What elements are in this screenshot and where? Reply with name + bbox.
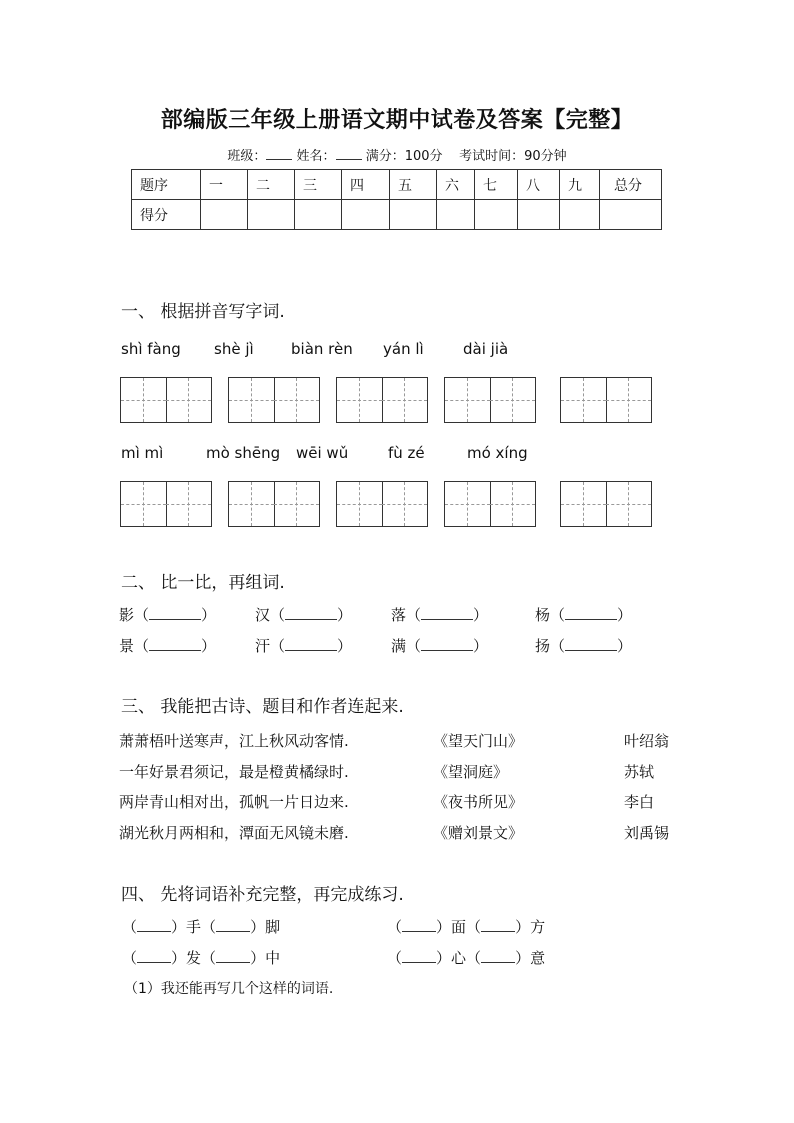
- answer-blank[interactable]: [421, 636, 473, 651]
- score-cell[interactable]: [295, 200, 342, 230]
- idiom-char: 面: [451, 918, 467, 936]
- name-blank[interactable]: [336, 147, 362, 160]
- score-header-cell: 九: [560, 170, 600, 200]
- answer-blank[interactable]: [216, 917, 250, 932]
- close-paren: ）: [171, 918, 187, 936]
- answer-blank[interactable]: [285, 636, 337, 651]
- answer-blank[interactable]: [216, 948, 250, 963]
- poem-title[interactable]: 《望洞庭》: [433, 763, 509, 781]
- pinyin: mò shēng: [206, 444, 281, 462]
- name-label: 姓名：: [296, 149, 336, 164]
- word-pair: [255, 635, 352, 656]
- open-paren: （: [122, 949, 138, 967]
- pinyin: fù zé: [388, 444, 425, 462]
- answer-blank[interactable]: [402, 917, 436, 932]
- score-header-cell: 二: [248, 170, 295, 200]
- open-paren: （: [201, 918, 217, 936]
- score-cell[interactable]: [600, 200, 662, 230]
- open-paren: （: [466, 949, 482, 967]
- section-1-heading: 一、 根据拼音写字词.: [121, 302, 285, 322]
- answer-blank[interactable]: [285, 605, 337, 620]
- idiom-fill: [387, 947, 545, 968]
- word-pair: [119, 635, 216, 656]
- score-header-cell: 七: [475, 170, 518, 200]
- score-table: [131, 169, 662, 230]
- idiom-char: 方: [530, 918, 546, 936]
- page-title: 部编版三年级上册语文期中试卷及答案【完整】: [160, 107, 634, 133]
- poem-title[interactable]: 《夜书所见》: [433, 793, 524, 811]
- char-prompt: 落（: [391, 606, 422, 624]
- writing-grid[interactable]: [560, 481, 652, 527]
- char-prompt: 杨（: [535, 606, 566, 624]
- writing-grid[interactable]: [336, 481, 428, 527]
- idiom-char: 发: [186, 949, 202, 967]
- char-prompt: 扬（: [535, 637, 566, 655]
- writing-grid[interactable]: [444, 481, 536, 527]
- close-paren: ）: [337, 637, 353, 655]
- score-cell[interactable]: [560, 200, 600, 230]
- class-blank[interactable]: [266, 147, 292, 160]
- score-header-cell: 题序: [132, 170, 201, 200]
- answer-blank[interactable]: [421, 605, 473, 620]
- open-paren: （: [122, 918, 138, 936]
- score-header-cell: 总分: [600, 170, 662, 200]
- score-header-cell: 一: [201, 170, 248, 200]
- idiom-char: 手: [186, 918, 202, 936]
- poem-author[interactable]: 李白: [624, 793, 655, 811]
- score-cell[interactable]: [342, 200, 390, 230]
- score-cell[interactable]: [248, 200, 295, 230]
- poem-title[interactable]: 《赠刘景文》: [433, 824, 524, 842]
- close-paren: ）: [171, 949, 187, 967]
- writing-grid[interactable]: [120, 377, 212, 423]
- close-paren: ）: [337, 606, 353, 624]
- answer-blank[interactable]: [149, 636, 201, 651]
- idiom-fill: [122, 916, 280, 937]
- char-prompt: 景（: [119, 637, 150, 655]
- close-paren: ）: [515, 949, 531, 967]
- writing-grid[interactable]: [120, 481, 212, 527]
- answer-blank[interactable]: [137, 917, 171, 932]
- pinyin: mì mì: [121, 444, 164, 462]
- close-paren: ）: [436, 949, 452, 967]
- close-paren: ）: [250, 949, 266, 967]
- pinyin: yán lì: [383, 340, 424, 358]
- writing-grid[interactable]: [228, 481, 320, 527]
- pinyin: shè jì: [214, 340, 254, 358]
- open-paren: （: [201, 949, 217, 967]
- poem-author[interactable]: 苏轼: [624, 763, 655, 781]
- poem-title[interactable]: 《望天门山》: [433, 732, 524, 750]
- poem-author[interactable]: 叶绍翁: [624, 732, 670, 750]
- char-prompt: 汗（: [255, 637, 286, 655]
- word-pair: [391, 635, 488, 656]
- poem-line: 湖光秋月两相和，潭面无风镜未磨.: [119, 824, 349, 842]
- answer-blank[interactable]: [481, 948, 515, 963]
- question-1: （1）我还能再写几个这样的词语.: [124, 981, 334, 997]
- score-cell[interactable]: [437, 200, 475, 230]
- answer-blank[interactable]: [149, 605, 201, 620]
- pinyin: dài jià: [463, 340, 509, 358]
- score-header-cell: 六: [437, 170, 475, 200]
- poem-author[interactable]: 刘禹锡: [624, 824, 670, 842]
- score-header-cell: 八: [518, 170, 560, 200]
- writing-grid[interactable]: [560, 377, 652, 423]
- score-header-row: [132, 170, 662, 200]
- close-paren: ）: [436, 918, 452, 936]
- answer-blank[interactable]: [137, 948, 171, 963]
- pinyin-row-2: [121, 444, 721, 464]
- exam-info: [0, 145, 794, 164]
- idiom-char: 脚: [265, 918, 281, 936]
- score-label: 满分：100分: [365, 149, 443, 164]
- char-prompt: 满（: [391, 637, 422, 655]
- writing-grid[interactable]: [444, 377, 536, 423]
- poem-line: 萧萧梧叶送寒声，江上秋风动客情.: [119, 732, 349, 750]
- score-cell[interactable]: [390, 200, 437, 230]
- answer-blank[interactable]: [481, 917, 515, 932]
- open-paren: （: [387, 918, 403, 936]
- score-cell[interactable]: [475, 200, 518, 230]
- idiom-char: 心: [451, 949, 467, 967]
- close-paren: ）: [201, 637, 217, 655]
- score-row: [132, 200, 662, 230]
- pinyin: biàn rèn: [291, 340, 353, 358]
- close-paren: ）: [617, 606, 633, 624]
- answer-blank[interactable]: [565, 636, 617, 651]
- idiom-char: 意: [530, 949, 546, 967]
- idiom-char: 中: [265, 949, 281, 967]
- idiom-fill: [387, 916, 545, 937]
- pinyin: mó xíng: [467, 444, 528, 462]
- close-paren: ）: [515, 918, 531, 936]
- word-pair: [535, 604, 632, 625]
- class-label: 班级：: [227, 149, 267, 164]
- close-paren: ）: [617, 637, 633, 655]
- writing-grid[interactable]: [336, 377, 428, 423]
- section-2-heading: 二、 比一比，再组词.: [121, 573, 285, 593]
- time-label: 考试时间：90分钟: [459, 149, 567, 164]
- open-paren: （: [387, 949, 403, 967]
- score-header-cell: 五: [390, 170, 437, 200]
- word-pair: [255, 604, 352, 625]
- word-pair: [535, 635, 632, 656]
- answer-blank[interactable]: [565, 605, 617, 620]
- score-cell[interactable]: [518, 200, 560, 230]
- close-paren: ）: [250, 918, 266, 936]
- score-row-label: 得分: [132, 200, 201, 230]
- pinyin: shì fàng: [121, 340, 181, 358]
- pinyin: wēi wǔ: [296, 444, 349, 462]
- char-prompt: 汉（: [255, 606, 286, 624]
- poem-line: 一年好景君须记，最是橙黄橘绿时.: [119, 763, 349, 781]
- answer-blank[interactable]: [402, 948, 436, 963]
- open-paren: （: [466, 918, 482, 936]
- score-header-cell: 三: [295, 170, 342, 200]
- score-header-cell: 四: [342, 170, 390, 200]
- pinyin-row-1: [121, 340, 721, 360]
- close-paren: ）: [201, 606, 217, 624]
- idiom-fill: [122, 947, 280, 968]
- score-cell[interactable]: [201, 200, 248, 230]
- section-4-heading: 四、 先将词语补充完整，再完成练习.: [121, 885, 404, 905]
- writing-grid[interactable]: [228, 377, 320, 423]
- close-paren: ）: [473, 637, 489, 655]
- section-3-heading: 三、 我能把古诗、题目和作者连起来.: [121, 697, 404, 717]
- word-pair: [119, 604, 216, 625]
- word-pair: [391, 604, 488, 625]
- char-prompt: 影（: [119, 606, 150, 624]
- poem-line: 两岸青山相对出，孤帆一片日边来.: [119, 793, 349, 811]
- close-paren: ）: [473, 606, 489, 624]
